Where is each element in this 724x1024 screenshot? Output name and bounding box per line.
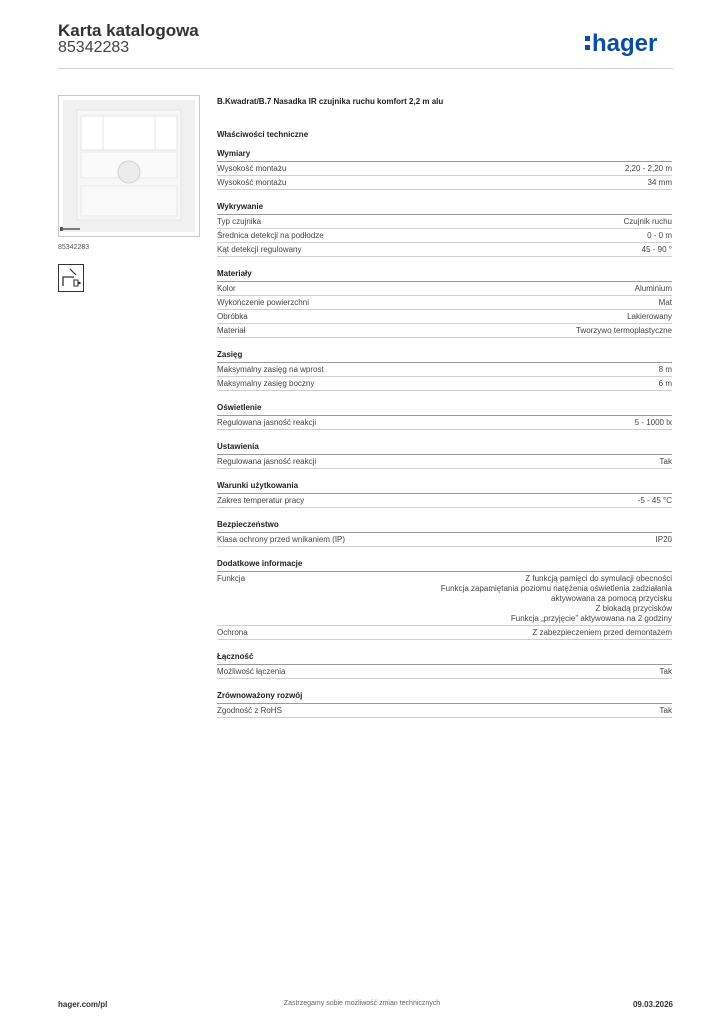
- property-row: [217, 296, 672, 310]
- motion-sensor-image: [63, 100, 195, 232]
- property-label: Materiał: [217, 326, 246, 335]
- property-row: [217, 626, 672, 640]
- property-value-line: Z funkcją pamięci do symulacji obecności: [525, 574, 672, 583]
- group-spacer: [217, 257, 672, 269]
- product-number: 85342283: [58, 39, 130, 56]
- group-spacer: [217, 508, 672, 520]
- property-value: [627, 312, 672, 322]
- group-title: Oświetlenie: [217, 403, 672, 416]
- product-image-frame: [58, 95, 200, 237]
- property-row: [217, 533, 672, 547]
- property-label: Wysokość montażu: [217, 164, 287, 173]
- property-value: [660, 457, 672, 467]
- property-value: [659, 379, 672, 389]
- property-value: [576, 326, 672, 336]
- property-value-line: 8 m: [658, 365, 672, 374]
- property-value: [660, 706, 672, 716]
- property-groups: [217, 149, 672, 718]
- property-value-line: Aluminium: [634, 284, 672, 293]
- footer-disclaimer: Zastrzegamy sobie możliwość zmian technicznych: [283, 1000, 441, 1007]
- property-label: Ochrona: [217, 628, 248, 637]
- property-value: [647, 231, 672, 241]
- property-value-line: Czujnik ruchu: [623, 217, 672, 226]
- property-label: Obróbka: [217, 312, 248, 321]
- property-value: [625, 164, 672, 174]
- product-title: B.Kwadrat/B.7 Nasadka IR czujnika ruchu komfort 2,2 m alu: [217, 97, 444, 106]
- group-spacer: [217, 679, 672, 691]
- property-row: [217, 162, 672, 176]
- property-value-line: 34 mm: [647, 178, 672, 187]
- property-value-line: aktywowana za pomocą przycisku: [551, 594, 672, 603]
- property-label: Średnica detekcji na podłodze: [217, 231, 324, 240]
- property-value-line: Funkcja „przyjęcie" aktywowana na 2 godziny: [510, 614, 672, 623]
- property-label: Wykończenie powierzchni: [217, 298, 309, 307]
- property-group: [217, 481, 672, 508]
- property-value-line: Mat: [658, 298, 672, 307]
- property-group: [217, 269, 672, 338]
- property-label: Maksymalny zasięg boczny: [217, 379, 315, 388]
- group-title: Warunki użytkowania: [217, 481, 672, 494]
- hager-logo: [583, 28, 673, 58]
- property-label: Maksymalny zasięg na wprost: [217, 365, 324, 374]
- group-spacer: [217, 469, 672, 481]
- property-label: Kąt detekcji regulowany: [217, 245, 302, 254]
- property-label: Zakres temperatur pracy: [217, 496, 305, 505]
- property-label: Regulowana jasność reakcji: [217, 457, 317, 466]
- property-value-line: Z blokadą przycisków: [595, 604, 672, 613]
- property-group: [217, 520, 672, 547]
- property-label: Regulowana jasność reakcji: [217, 418, 317, 427]
- property-label: Wysokość montażu: [217, 178, 287, 187]
- property-row: [217, 324, 672, 338]
- property-row: [217, 455, 672, 469]
- property-value-line: -5 - 45 °C: [637, 496, 672, 505]
- product-code-label: 85342283: [58, 244, 90, 251]
- property-row: [217, 416, 672, 430]
- property-value: [635, 284, 672, 294]
- property-label: Zgodność z RoHS: [217, 706, 282, 715]
- group-spacer: [217, 338, 672, 350]
- property-row: [217, 243, 672, 257]
- group-spacer: [217, 547, 672, 559]
- property-group: [217, 652, 672, 679]
- svg-text:hager: hager: [592, 30, 658, 57]
- group-spacer: [217, 190, 672, 202]
- property-label: Typ czujnika: [217, 217, 262, 226]
- property-value-line: Lakierowany: [627, 312, 672, 321]
- property-label: Kolor: [217, 284, 236, 293]
- property-value-line: Tworzywo termoplastyczne: [575, 326, 672, 335]
- property-value: [441, 574, 672, 624]
- property-row: [217, 377, 672, 391]
- group-spacer: [217, 640, 672, 652]
- property-value-line: IP20: [655, 535, 672, 544]
- mounting-symbol-icon: [58, 264, 84, 292]
- property-value: [659, 365, 672, 375]
- property-group: [217, 691, 672, 718]
- property-value-line: 45 - 90 °: [641, 245, 672, 254]
- property-label: Klasa ochrony przed wnikaniem (IP): [217, 535, 346, 544]
- group-spacer: [217, 391, 672, 403]
- group-title: Bezpieczeństwo: [217, 520, 672, 533]
- footer-date: 09.03.2026: [632, 1000, 673, 1009]
- property-value-line: 6 m: [658, 379, 672, 388]
- group-title: Zasięg: [217, 350, 672, 363]
- property-row: [217, 229, 672, 243]
- property-row: [217, 215, 672, 229]
- property-row: [217, 704, 672, 718]
- property-row: [217, 310, 672, 324]
- property-value: [656, 535, 672, 545]
- group-title: Wymiary: [217, 149, 672, 162]
- property-label: Możliwość łączenia: [217, 667, 286, 676]
- scale-mark-icon: [60, 226, 80, 232]
- property-value-line: Tak: [659, 706, 672, 715]
- property-row: [217, 494, 672, 508]
- property-value: [638, 496, 672, 506]
- property-value-line: Tak: [659, 667, 672, 676]
- property-group: [217, 403, 672, 430]
- section-heading: Właściwości techniczne: [217, 130, 309, 139]
- group-title: Wykrywanie: [217, 202, 672, 215]
- property-row: [217, 363, 672, 377]
- property-value-line: Tak: [659, 457, 672, 466]
- property-group: [217, 149, 672, 190]
- property-value: [659, 298, 672, 308]
- property-value: [642, 245, 672, 255]
- footer-website: hager.com/pl: [58, 1000, 108, 1009]
- property-value-line: 5 - 1000 lx: [634, 418, 672, 427]
- property-value: [648, 178, 672, 188]
- property-value: [624, 217, 672, 227]
- property-group: [217, 442, 672, 469]
- property-value: [635, 418, 672, 428]
- group-title: Zrównoważony rozwój: [217, 691, 672, 704]
- header-divider: [58, 68, 673, 69]
- property-row: [217, 572, 672, 626]
- property-group: [217, 350, 672, 391]
- group-spacer: [217, 430, 672, 442]
- property-row: [217, 665, 672, 679]
- group-title: Materiały: [217, 269, 672, 282]
- technical-data: [217, 97, 672, 718]
- property-value: [660, 667, 672, 677]
- page-title: Karta katalogowa: [58, 21, 199, 40]
- property-row: [217, 282, 672, 296]
- property-group: [217, 559, 672, 640]
- property-value: [532, 628, 672, 638]
- property-label: Funkcja: [217, 574, 246, 583]
- property-value-line: Z zabezpieczeniem przed demontażem: [532, 628, 672, 637]
- group-title: Dodatkowe informacje: [217, 559, 672, 572]
- property-group: [217, 202, 672, 257]
- property-value-line: 0 - 0 m: [647, 231, 672, 240]
- property-row: [217, 176, 672, 190]
- property-value-line: Funkcja zapamiętania poziomu natężenia oświetlenia zadziałania: [440, 584, 672, 593]
- group-title: Łączność: [217, 652, 672, 665]
- property-value-line: 2,20 - 2,20 m: [624, 164, 672, 173]
- group-title: Ustawienia: [217, 442, 672, 455]
